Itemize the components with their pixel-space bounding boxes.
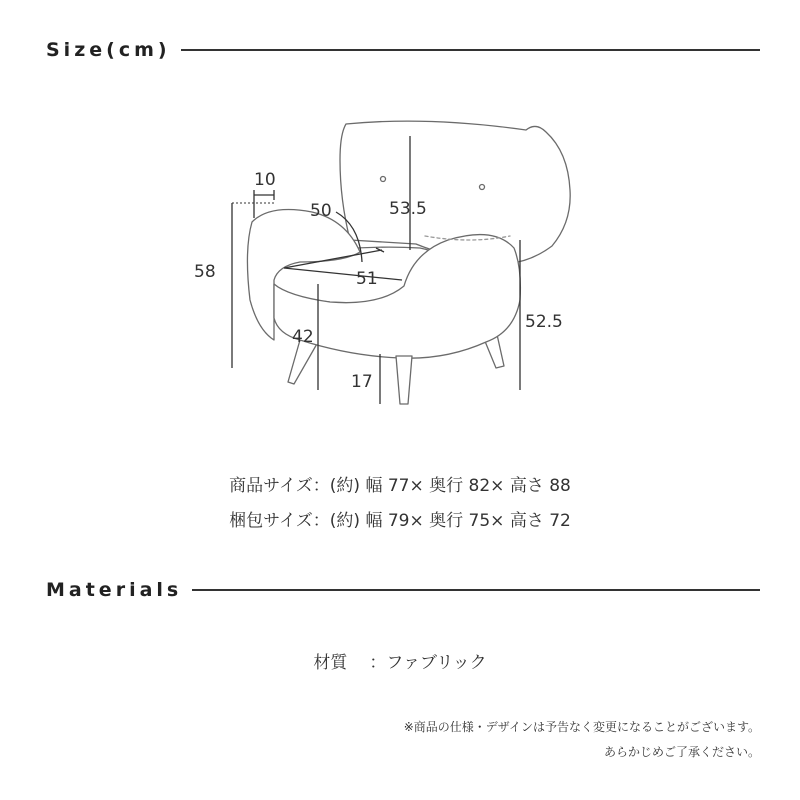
front-leg xyxy=(396,356,412,404)
dim-label-leg-height: 17 xyxy=(351,372,373,392)
size-section-header xyxy=(46,38,760,62)
materials-section-header xyxy=(46,578,760,602)
materials-section-title: Materials xyxy=(46,579,183,601)
disclaimer-note-line1: ※商品の仕様・デザインは予告なく変更になることがございます。 xyxy=(403,720,760,734)
dim-label-back-height: 53.5 xyxy=(389,199,427,219)
disclaimer-note-line2: あらかじめご了承ください。 xyxy=(603,745,760,759)
size-section-title: Size(cm) xyxy=(46,39,171,61)
material-value: ：ファブリック xyxy=(369,653,487,673)
material-label: 材質 xyxy=(313,653,348,673)
dim-label-total-height: 58 xyxy=(194,262,216,282)
material-row xyxy=(0,648,800,673)
dim-label-seat-width: 51 xyxy=(356,269,378,289)
dim-label-side-height: 52.5 xyxy=(525,312,563,332)
package-size-text: 梱包サイズ：(約) 幅 79× 奥行 75× 高さ 72 xyxy=(229,511,571,531)
dim-label-seat-height: 42 xyxy=(292,327,314,347)
product-size-text: 商品サイズ：(約) 幅 77× 奥行 82× 高さ 88 xyxy=(229,476,571,496)
dim-label-arm-width: 10 xyxy=(254,170,276,190)
materials-section-rule xyxy=(192,589,760,591)
size-section-rule xyxy=(181,49,760,51)
dim-label-seat-depth: 50 xyxy=(310,201,332,221)
armchair-dimension-diagram xyxy=(180,110,600,420)
